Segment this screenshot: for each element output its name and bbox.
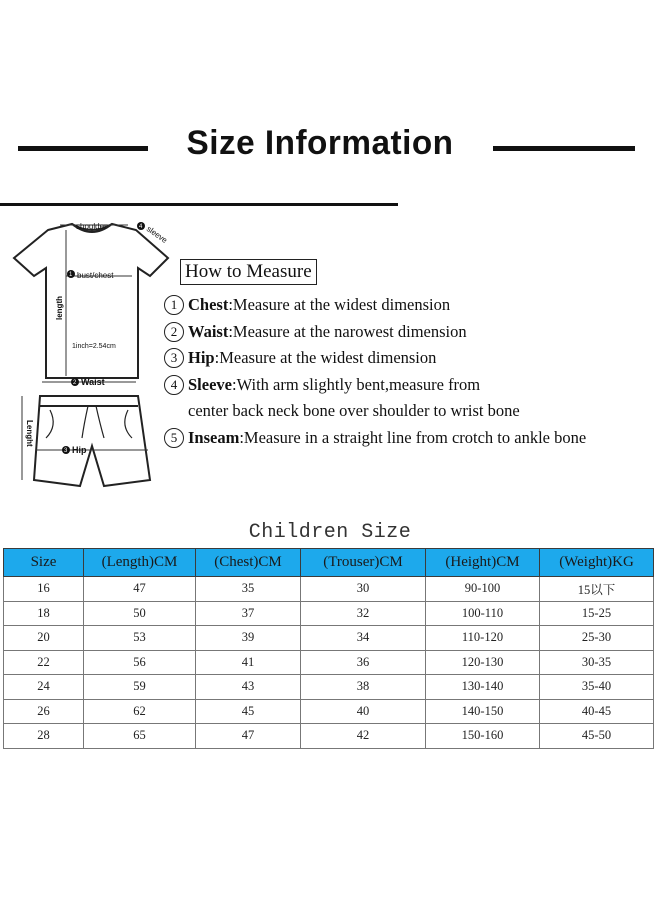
table-row: [4, 601, 654, 626]
table-cell: 35: [196, 577, 301, 602]
table-cell: 140-150: [426, 699, 540, 724]
table-cell: 20: [4, 626, 84, 651]
hip-marker-num: 3: [64, 448, 68, 454]
column-header: (Height)CM: [426, 549, 540, 577]
page-title: Size Information: [186, 124, 454, 162]
table-cell: 25-30: [540, 626, 654, 651]
bust-label: bust/chest: [77, 271, 114, 280]
table-cell: 45-50: [540, 724, 654, 749]
step-key: Waist: [188, 321, 229, 341]
step-number: 5: [164, 428, 184, 448]
column-header: (Trouser)CM: [301, 549, 426, 577]
step-key: Chest: [188, 295, 229, 314]
table-cell: 18: [4, 601, 84, 626]
table-row: [4, 626, 654, 651]
table-cell: 56: [84, 650, 196, 675]
table-cell: 90-100: [426, 577, 540, 602]
table-cell: 15以下: [540, 577, 654, 602]
bust-marker-num: 1: [69, 272, 73, 278]
size-table: [3, 548, 654, 749]
table-cell: 24: [4, 675, 84, 700]
size-table-title: Children Size: [248, 521, 412, 544]
table-cell: 53: [84, 626, 196, 651]
step-number: 3: [164, 348, 184, 368]
column-header: Size: [4, 549, 84, 577]
step-waist: [164, 319, 654, 346]
step-text: :Measure at the narowest dimension: [228, 321, 467, 341]
step-sleeve: [164, 372, 654, 399]
table-cell: 65: [84, 724, 196, 749]
section-divider: [0, 203, 398, 206]
how-to-measure-heading: How to Measure: [180, 259, 317, 285]
shoulder-label: shoulder: [76, 222, 107, 231]
length-label: length: [55, 296, 64, 320]
table-cell: 59: [84, 675, 196, 700]
column-header: (Weight)KG: [540, 549, 654, 577]
table-cell: 40-45: [540, 699, 654, 724]
table-cell: 43: [196, 675, 301, 700]
sleeve-marker-num: 4: [139, 224, 143, 230]
table-cell: 26: [4, 699, 84, 724]
waist-label: Waist: [81, 377, 105, 387]
table-cell: 47: [84, 577, 196, 602]
step-text: :Measure at the widest dimension: [228, 295, 451, 314]
table-cell: 150-160: [426, 724, 540, 749]
lenght-label: Lenght: [25, 420, 34, 447]
table-cell: 110-120: [426, 626, 540, 651]
table-cell: 130-140: [426, 675, 540, 700]
table-cell: 35-40: [540, 675, 654, 700]
garment-diagram: [0, 210, 180, 500]
table-header-row: [4, 549, 654, 577]
title-row: [0, 118, 660, 178]
step-hip: [164, 345, 654, 372]
table-cell: 62: [84, 699, 196, 724]
table-row: [4, 699, 654, 724]
table-cell: 28: [4, 724, 84, 749]
step-text: :Measure at the widest dimension: [214, 348, 437, 367]
step-chest: [164, 292, 654, 319]
title-rule-right: [493, 146, 635, 151]
table-cell: 39: [196, 626, 301, 651]
tshirt-illustration: [14, 224, 168, 378]
column-header: (Length)CM: [84, 549, 196, 577]
inch-conversion-label: 1inch=2.54cm: [72, 343, 116, 350]
table-cell: 41: [196, 650, 301, 675]
table-cell: 34: [301, 626, 426, 651]
shorts-illustration: [34, 396, 150, 486]
table-cell: 47: [196, 724, 301, 749]
step-number: 4: [164, 375, 184, 395]
table-cell: 30-35: [540, 650, 654, 675]
waist-marker-num: 2: [73, 380, 77, 386]
step-key: Sleeve: [188, 374, 232, 394]
table-cell: 30: [301, 577, 426, 602]
table-cell: 45: [196, 699, 301, 724]
sleeve-label: sleeve: [144, 224, 169, 245]
measure-steps: [164, 292, 654, 451]
table-cell: 42: [301, 724, 426, 749]
step-sleeve-continued: center back neck bone over shoulder to wrist bone: [188, 401, 520, 420]
table-cell: 15-25: [540, 601, 654, 626]
table-row: [4, 724, 654, 749]
step-number: 1: [164, 295, 184, 315]
table-cell: 50: [84, 601, 196, 626]
table-cell: 120-130: [426, 650, 540, 675]
hip-label: Hip: [72, 445, 87, 455]
table-row: [4, 577, 654, 602]
table-cell: 22: [4, 650, 84, 675]
table-cell: 38: [301, 675, 426, 700]
table-cell: 40: [301, 699, 426, 724]
table-cell: 100-110: [426, 601, 540, 626]
step-number: 2: [164, 322, 184, 342]
table-cell: 37: [196, 601, 301, 626]
step-inseam: [164, 425, 654, 452]
step-key: Hip: [188, 348, 215, 367]
step-text: :With arm slightly bent,measure from: [231, 374, 481, 394]
step-key: Inseam: [188, 427, 240, 447]
table-cell: 16: [4, 577, 84, 602]
column-header: (Chest)CM: [196, 549, 301, 577]
step-text: :Measure in a straight line from crotch to ankle bone: [239, 427, 587, 447]
table-row: [4, 675, 654, 700]
table-cell: 32: [301, 601, 426, 626]
title-rule-left: [18, 146, 148, 151]
table-row: [4, 650, 654, 675]
table-cell: 36: [301, 650, 426, 675]
